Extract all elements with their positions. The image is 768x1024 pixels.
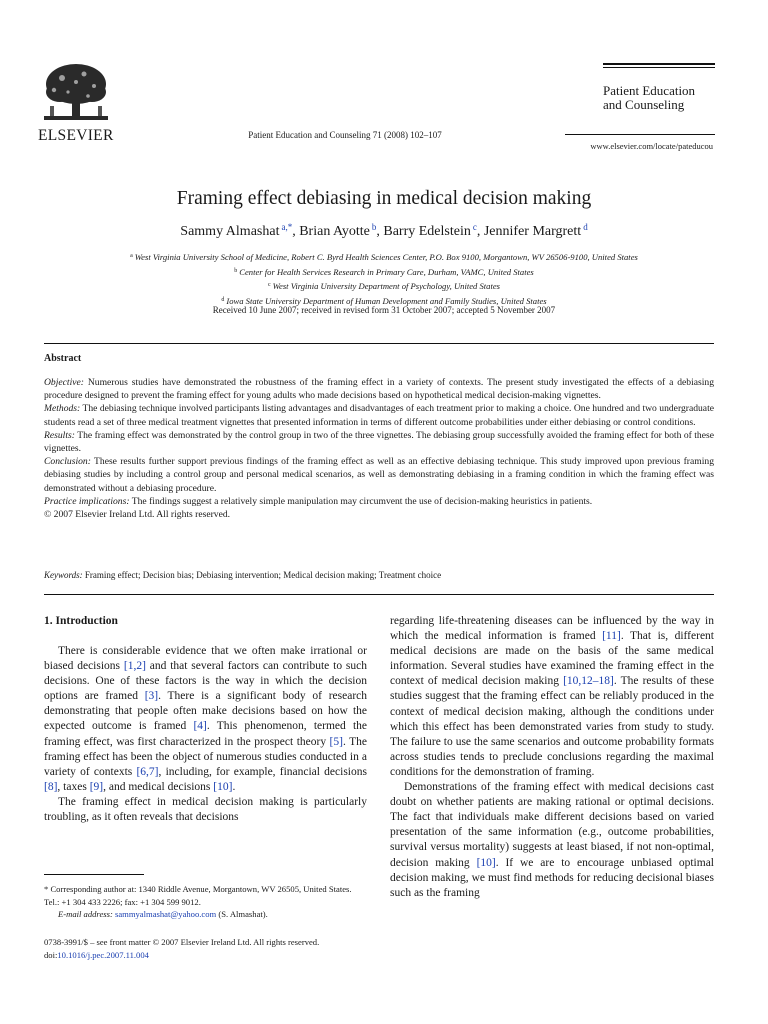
paragraph-text: The framing effect in medical decision making is particularly troubling, as it often reveals that decisions	[44, 795, 367, 824]
email-suffix: (S. Almashat).	[216, 909, 268, 920]
affiliations	[0, 250, 768, 308]
journal-rule-bottom	[565, 134, 715, 135]
issn-line: 0738-3991/$ – see front matter © 2007 Elsevier Ireland Ltd. All rights reserved.	[44, 937, 320, 947]
paragraph-text: There is considerable evidence that we often make irrational or biased decisions	[44, 645, 367, 673]
citation-link[interactable]: [3]	[144, 690, 159, 703]
paragraph-text: .	[232, 780, 236, 793]
paragraph-text: . The framing effect has been the object of numerous studies conducted in a variety of contexts	[44, 735, 367, 778]
column-left	[44, 644, 367, 825]
abstract-objective: Objective: Numerous studies have demonstrated the robustness of the framing effect in a variety of contexts. The present study investigated the effects of a debiasing procedure designed to prevent the framing effect for young adults who made decisions based on hypothetical medical decision-making vignettes.	[44, 377, 714, 402]
journal-name-line2: and Counseling	[603, 97, 685, 112]
author-2: Brian Ayotte	[299, 224, 370, 239]
paragraph-text: , including, for example, financial decisions	[158, 765, 367, 778]
elsevier-tree-logo-icon	[40, 62, 112, 126]
author-3-mark[interactable]: c	[472, 222, 477, 232]
paragraph-text: . That is, different medical decisions are made on the basis of the same medical information. Several studies have examined the framing effect in the context of medical decision making	[390, 630, 714, 688]
author-1: Sammy Almashat	[180, 224, 280, 239]
citation-link[interactable]: [6,7]	[136, 765, 159, 778]
abstract-copyright: © 2007 Elsevier Ireland Ltd. All rights reserved.	[44, 509, 231, 521]
keywords-text: Framing effect; Decision bias; Debiasing intervention; Medical decision making; Treatment choice	[84, 570, 442, 580]
corresponding-author-footnote	[44, 883, 367, 921]
citation-link[interactable]: [1,2]	[123, 660, 146, 673]
citation-link[interactable]: [10,12–18]	[563, 675, 614, 688]
front-matter-info	[44, 936, 319, 962]
citation-link[interactable]: [9]	[89, 780, 104, 793]
author-list: Sammy Almashat $^{a,*}$, Brian Ayotte $^b$, Barry Edelstein $^c$, Jennifer Margrett $^d$	[180, 222, 588, 239]
column-right	[390, 614, 714, 901]
citation-link[interactable]: [10]	[213, 780, 233, 793]
footnote-rule	[44, 874, 144, 875]
author-3: Barry Edelstein	[383, 224, 471, 239]
affiliation-d: $^d$ Iowa State University Department of Human Development and Family Studies, United States	[221, 295, 547, 306]
citation-link[interactable]: [11]	[602, 630, 621, 643]
abstract-methods: Methods: The debiasing technique involved participants listing advantages and disadvantages of each treatment prior to making a choice. One hundred and two undergraduate students read a set of three medical treatment vignettes that presented information in terms of different outcome probabilities under either debiasing or control conditions.	[44, 403, 714, 428]
article-title: Framing effect debiasing in medical decision making	[176, 188, 592, 209]
abstract-rule-bottom	[44, 594, 714, 595]
journal-name	[603, 84, 695, 112]
author-1-mark[interactable]: a,*	[281, 222, 293, 232]
paragraph-text: Demonstrations of the framing effect with medical decisions cast doubt on whether patients are making rational or optimal decisions. The fact that individuals make different decisions based on varied presentation of the same information (e.g., outcome probabilities, survival versus mortality) suggests at least biased, if not non-optimal, decision making	[390, 781, 714, 869]
author-4: Jennifer Margrett	[483, 224, 582, 239]
citation-link[interactable]: [5]	[329, 735, 343, 748]
email-link[interactable]: sammyalmashat@yahoo.com	[114, 909, 217, 920]
journal-url-link[interactable]: www.elsevier.com/locate/pateducou	[590, 141, 713, 151]
paragraph-text: . The results of these studies suggest that the framing effect can be reliably produced in the context of medical decision making, although the conditions under which this effect has been demonstrated varies from study to study. The failure to use the same scenarios and outcome probability formats across studies tends to preclude conclusions regarding the maximal conditions for the demonstration of framing.	[390, 675, 714, 778]
citation-link[interactable]: [4]	[193, 720, 207, 733]
author-2-mark[interactable]: b	[371, 222, 377, 232]
author-4-mark[interactable]: d	[583, 222, 588, 232]
doi-line	[44, 949, 319, 962]
abstract-heading: Abstract	[44, 353, 82, 364]
received-dates: Received 10 June 2007; received in revised form 31 October 2007; accepted 5 November 2007	[212, 305, 556, 315]
intro-paragraph-1	[44, 644, 367, 795]
intro-paragraph-3	[390, 780, 714, 901]
affiliation-b: $^b$ Center for Health Services Research in Primary Care, Durham, VAMC, United States	[234, 266, 534, 277]
doi-prefix: doi:	[44, 950, 58, 960]
paragraph-text: , and medical decisions	[103, 780, 214, 793]
paragraph-text: . If we are to encourage unbiased optimal decision making, we must find methods for reducing decisional biases such as the framing	[390, 856, 714, 899]
affiliation-c: $^c$ West Virginia University Department of Psychology, United States	[267, 281, 501, 291]
paragraph-text: and that several factors can contribute to such decisions. One of these factors is the way in which the decision options are framed	[44, 660, 367, 703]
keywords	[44, 570, 441, 580]
paragraph-text: regarding life-threatening diseases can be influenced by the way in which the medical information is framed	[390, 615, 714, 643]
corresponding-author-text: * Corresponding author at: 1340 Riddle Avenue, Morgantown, WV 26505, United States. Tel.: +1 304 433 2226; fax: +1 304 599 9012.	[44, 884, 352, 907]
citation-link[interactable]: [10]	[476, 856, 496, 869]
abstract-practice-implications: Practice implications: The findings suggest a relatively simple manipulation may circumvent the use of decision-making heuristics in patients.	[44, 495, 593, 507]
email-line	[44, 908, 367, 921]
doi-link[interactable]: 10.1016/j.pec.2007.11.004	[57, 950, 149, 960]
intro-paragraph-2	[44, 795, 367, 825]
abstract-body	[44, 376, 714, 521]
publisher-name: ELSEVIER	[38, 127, 114, 144]
citation-link[interactable]: [8]	[44, 780, 58, 793]
abstract-conclusion: Conclusion: These results further support previous findings of the framing effect as well as an effective debiasing technique. This study improved upon previous framing debiasing studies by including a control group and personal medical scenarios, as well as demonstrating debiasing in a framing condition in which the framing effect was demonstrated without a debiasing procedure.	[44, 456, 714, 494]
affiliation-a: $^a$ West Virginia University School of Medicine, Robert C. Byrd Health Sciences Center, P.O. Box 9100, Morgantown, WV 26506-9100, United States	[130, 252, 638, 262]
keywords-label: Keywords:	[44, 570, 83, 580]
section-heading-introduction: 1. Introduction	[44, 615, 118, 627]
abstract-rule-top	[44, 343, 714, 344]
paragraph-text: . This phenomenon, termed the framing effect, was first characterized in the prospect theory	[44, 720, 367, 748]
journal-citation: Patient Education and Counseling 71 (2008) 102–107	[248, 130, 442, 140]
paragraph-text: . There is a significant body of research demonstrating that people often make decisions based on how the expected outcome is framed	[44, 690, 367, 733]
journal-name-line1: Patient Education	[603, 83, 696, 98]
abstract-results: Results: The framing effect was demonstrated by the control group in two of the three vignettes. The debiasing group successfully avoided the framing effect for both of these vignettes.	[44, 429, 714, 455]
journal-rule-top-1	[603, 63, 715, 65]
paragraph-text: , taxes	[57, 780, 90, 793]
intro-paragraph-2-continued	[390, 614, 714, 780]
journal-rule-top-2	[603, 67, 715, 68]
email-label: E-mail address:	[58, 909, 113, 920]
